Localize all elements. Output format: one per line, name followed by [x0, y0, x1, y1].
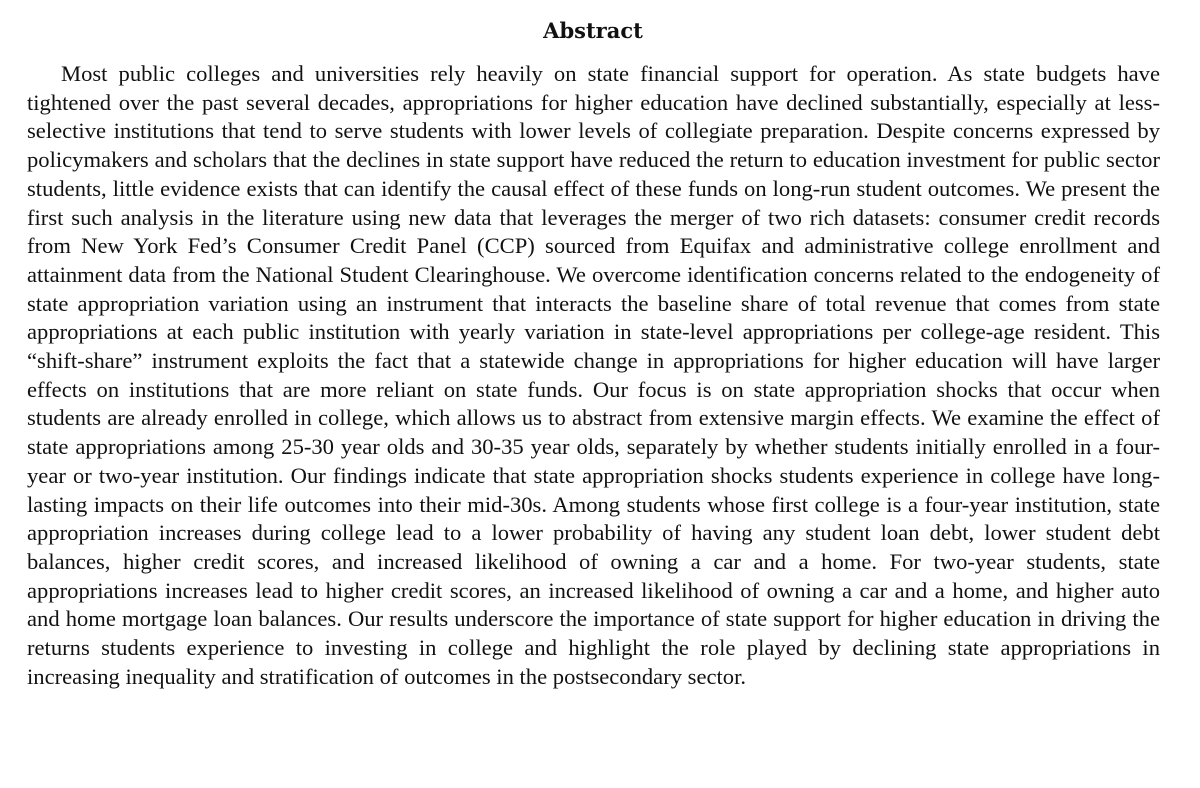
abstract-heading: Abstract	[543, 18, 643, 43]
abstract-paragraph: Most public colleges and universities rely heavily on state financial support for operation. As state budgets have tightened over the past several decades, appropriations for higher education have declined substantially, especially at less-selective institutions that tend to serve students with lower levels of collegiate preparation. Despite concerns expressed by policymakers and scholars that the declines in state support have reduced the return to education investment for public sector students, little evidence exists that can identify the causal effect of these funds on long-run student outcomes. We present the first such analysis in the literature using new data that leverages the merger of two rich datasets: consumer credit records from New York Fed’s Consumer Credit Panel (CCP) sourced from Equifax and administrative college enrollment and attainment data from the National Student Clearinghouse. We overcome identification concerns related to the endogeneity of state appropriation variation using an instrument that interacts the baseline share of total revenue that comes from state appropriations at each public institution with yearly variation in state-level appropriations per college-age resident. This “shift-share” instrument exploits the fact that a statewide change in appropriations for higher education will have larger effects on institutions that are more reliant on state funds. Our focus is on state appropriation shocks that occur when students are already enrolled in college, which allows us to abstract from extensive margin effects. We examine the effect of state appropriations among 25-30 year olds and 30-35 year olds, separately by whether students initially enrolled in a four-year or two-year institution. Our findings indicate that state appropriation shocks students experience in college have long-lasting impacts on their life outcomes into their mid-30s. Among students whose first college is a four-year institution, state appropriation increases during college lead to a lower probability of having any student loan debt, lower student debt balances, higher credit scores, and increased likelihood of owning a car and a home. For two-year students, state appropriations increases lead to higher credit scores, an increased likelihood of owning a car and a home, and higher auto and home mortgage loan balances. Our results underscore the importance of state support for higher education in driving the returns students experience to investing in college and highlight the role played by declining state appropriations in increasing inequality and stratification of outcomes in the postsecondary sector.	[27, 61, 1160, 689]
